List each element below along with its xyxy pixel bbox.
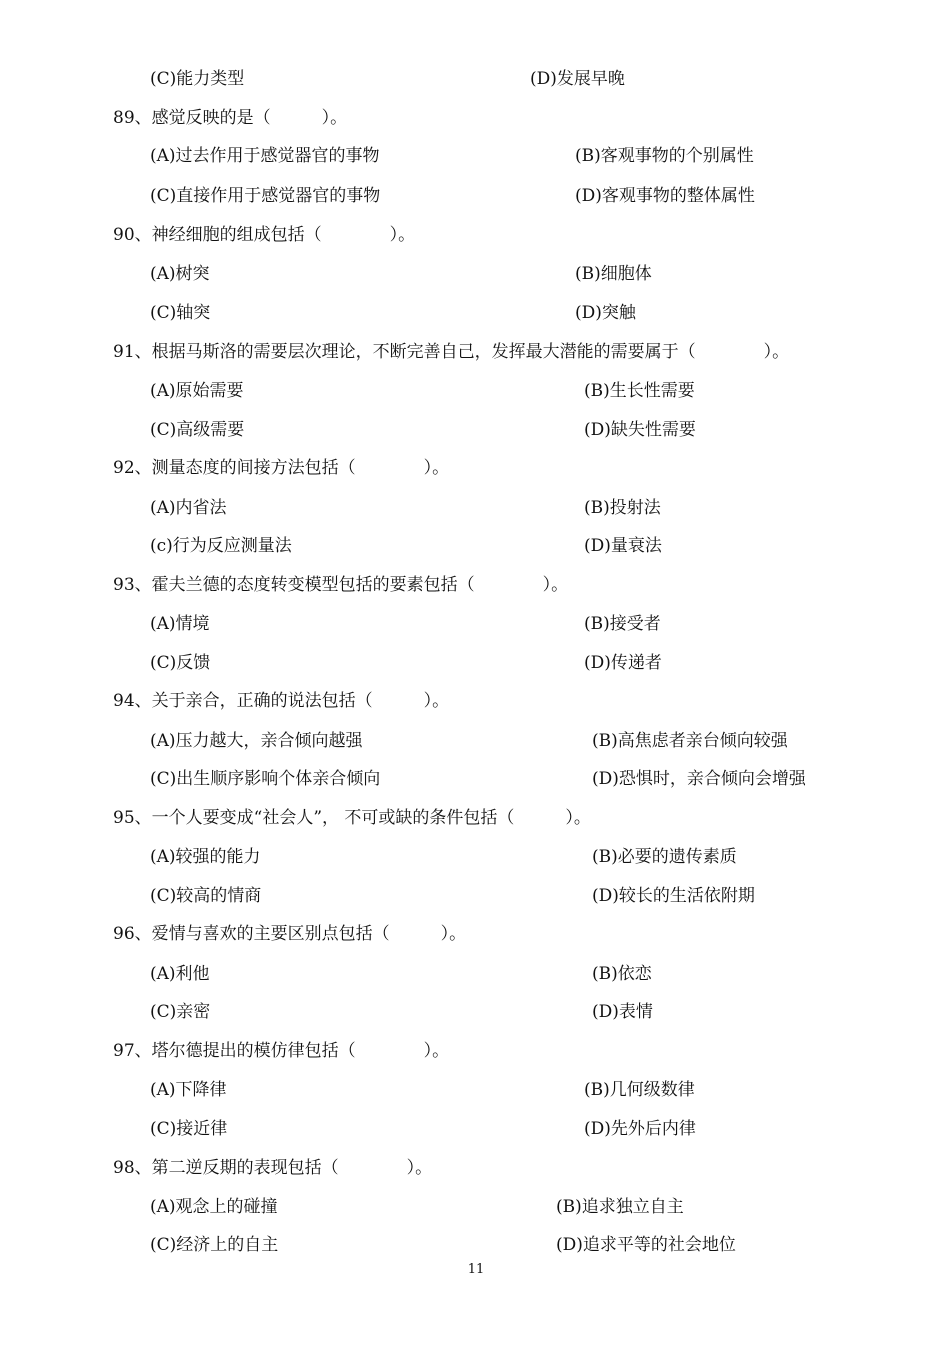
question-97-option-d: (D)先外后内律 — [584, 1119, 696, 1139]
question-94-stem: 94、关于亲合，正确的说法包括（ ）。 — [113, 691, 450, 711]
question-93-stem: 93、霍夫兰德的态度转变模型包括的要素包括（ ）。 — [113, 575, 569, 595]
question-95-option-d: (D)较长的生活依附期 — [592, 886, 755, 906]
question-89-stem: 89、感觉反映的是（ ）。 — [113, 108, 348, 128]
question-95-stem: 95、一个人要变成“社会人”， 不可或缺的条件包括（ ）。 — [113, 808, 591, 828]
question-91-option-d: (D)缺失性需要 — [584, 420, 696, 440]
question-92-option-c: (c)行为反应测量法 — [150, 536, 292, 556]
question-98-option-a: (A)观念上的碰撞 — [150, 1197, 278, 1217]
question-94-option-c: (C)出生顺序影响个体亲合倾向 — [150, 769, 381, 789]
question-96-option-c: (C)亲密 — [150, 1002, 211, 1022]
question-97-option-b: (B)几何级数律 — [584, 1080, 695, 1100]
question-95-option-a: (A)较强的能力 — [150, 847, 261, 867]
page-number: 11 — [467, 1262, 485, 1277]
question-93-option-d: (D)传递者 — [584, 653, 662, 673]
question-92-option-d: (D)量衰法 — [584, 536, 662, 556]
option-d: (D)发展早晚 — [530, 69, 625, 89]
question-89-option-c: (C)直接作用于感觉器官的事物 — [150, 186, 381, 206]
question-94-option-b: (B)高焦虑者亲台倾向较强 — [592, 731, 788, 751]
question-89-option-d: (D)客观事物的整体属性 — [575, 186, 755, 206]
question-89-option-b: (B)客观事物的个别属性 — [575, 146, 754, 166]
question-91-stem: 91、根据马斯洛的需要层次理论，不断完善自己，发挥最大潜能的需要属于（ ）。 — [113, 342, 790, 362]
question-95-option-b: (B)必要的遗传素质 — [592, 847, 737, 867]
question-96-option-b: (B)依恋 — [592, 964, 652, 984]
question-96-stem: 96、爱情与喜欢的主要区别点包括（ ）。 — [113, 924, 467, 944]
question-93-option-c: (C)反馈 — [150, 653, 211, 673]
question-89-option-a: (A)过去作用于感觉器官的事物 — [150, 146, 380, 166]
question-97-option-c: (C)接近律 — [150, 1119, 228, 1139]
question-90-option-a: (A)树突 — [150, 264, 210, 284]
question-92-stem: 92、测量态度的间接方法包括（ ）。 — [113, 458, 450, 478]
question-97-stem: 97、塔尔德提出的模仿律包括（ ）。 — [113, 1041, 450, 1061]
question-91-option-a: (A)原始需要 — [150, 381, 244, 401]
question-97-option-a: (A)下降律 — [150, 1080, 227, 1100]
question-90-option-b: (B)细胞体 — [575, 264, 652, 284]
question-96-option-d: (D)表情 — [592, 1002, 653, 1022]
question-91-option-c: (C)高级需要 — [150, 420, 245, 440]
question-91-option-b: (B)生长性需要 — [584, 381, 695, 401]
question-98-stem: 98、第二逆反期的表现包括（ ）。 — [113, 1158, 433, 1178]
question-93-option-b: (B)接受者 — [584, 614, 661, 634]
question-98-option-c: (C)经济上的自主 — [150, 1235, 279, 1255]
question-98-option-d: (D)追求平等的社会地位 — [556, 1235, 736, 1255]
question-93-option-a: (A)情境 — [150, 614, 210, 634]
question-90-stem: 90、神经细胞的组成包括（ ）。 — [113, 225, 416, 245]
question-98-option-b: (B)追求独立自主 — [556, 1197, 684, 1217]
question-94-option-d: (D)恐惧时，亲合倾向会增强 — [592, 769, 806, 789]
question-96-option-a: (A)利他 — [150, 964, 210, 984]
question-95-option-c: (C)较高的情商 — [150, 886, 262, 906]
question-94-option-a: (A)压力越大，亲合倾向越强 — [150, 731, 363, 751]
option-c: (C)能力类型 — [150, 69, 245, 89]
question-92-option-a: (A)内省法 — [150, 498, 227, 518]
question-90-option-d: (D)突触 — [575, 303, 636, 323]
question-90-option-c: (C)轴突 — [150, 303, 211, 323]
question-92-option-b: (B)投射法 — [584, 498, 661, 518]
